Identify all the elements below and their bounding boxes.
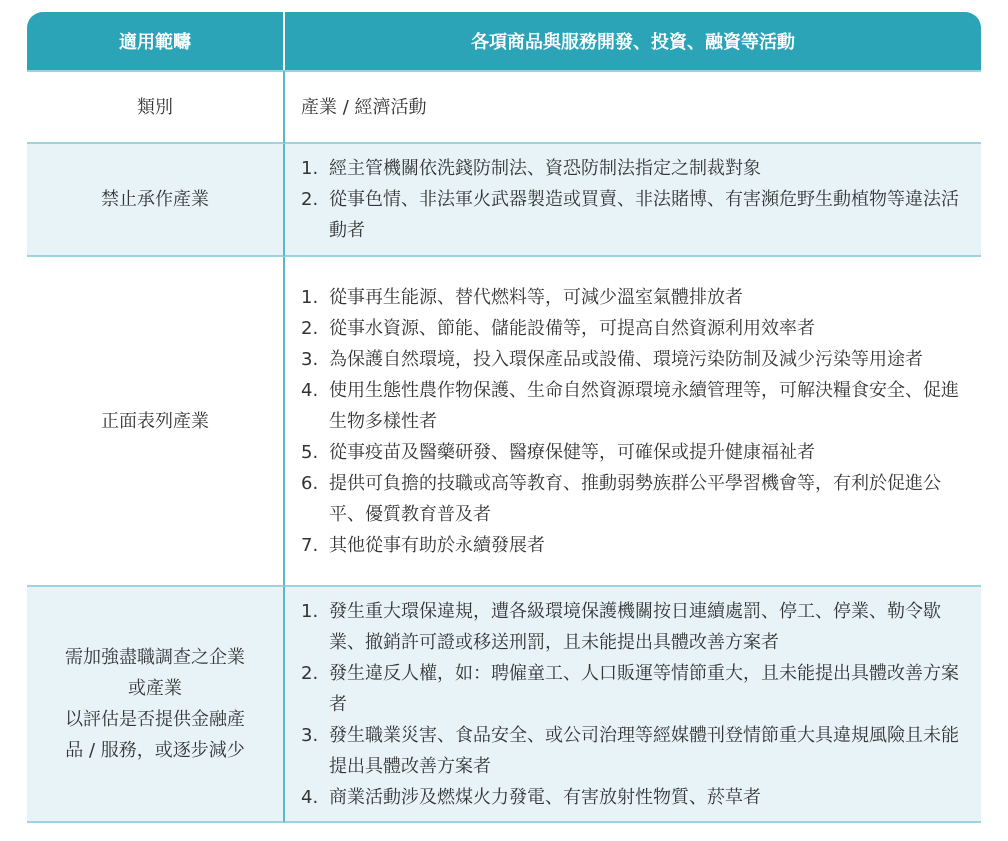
table-row-due-diligence bbox=[27, 587, 981, 823]
category-line: 以評估是否提供金融產 bbox=[65, 709, 245, 730]
table-row-prohibited bbox=[27, 144, 981, 257]
row-positive-body bbox=[285, 257, 981, 587]
header-activities: 各項商品與服務開發、投資、融資等活動 bbox=[285, 12, 981, 70]
list-item: 2. 從事色情、非法軍火武器製造或買賣、非法賭博、有害瀕危野生動植物等違法活動者 bbox=[301, 189, 959, 241]
list-item: 4. 使用生態性農作物保護、生命自然資源環境永續管理等，可解決糧食安全、促進生物多樣性者 bbox=[301, 379, 959, 432]
prohibited-list bbox=[301, 153, 967, 246]
list-item: 3. 發生職業災害、食品安全、或公司治理等經媒體刊登情節重大具違規風險且未能提出具體改善方案者 bbox=[301, 724, 959, 777]
list-item: 6. 提供可負擔的技職或高等教育、推動弱勢族群公平學習機會等，有利於促進公平、優質教育普及者 bbox=[301, 472, 941, 525]
row-due-diligence-body bbox=[285, 587, 981, 823]
row-due-diligence-label bbox=[27, 587, 285, 823]
row-positive-label: 正面表列產業 bbox=[27, 257, 285, 587]
policy-table-container bbox=[27, 12, 981, 823]
category-line: 需加強盡職調查之企業 bbox=[65, 647, 245, 668]
row-category-label: 類別 bbox=[27, 70, 285, 144]
row-category-text: 產業 / 經濟活動 bbox=[285, 70, 981, 144]
list-item: 3. 為保護自然環境，投入環保產品或設備、環境污染防制及減少污染等用途者 bbox=[301, 348, 923, 370]
list-item: 1. 經主管機關依洗錢防制法、資恐防制法指定之制裁對象 bbox=[301, 158, 761, 179]
list-item: 5. 從事疫苗及醫藥研發、醫療保健等，可確保或提升健康福祉者 bbox=[301, 441, 815, 463]
row-prohibited-label: 禁止承作產業 bbox=[27, 144, 285, 257]
list-item: 7. 其他從事有助於永續發展者 bbox=[301, 534, 545, 556]
category-line: 品 / 服務，或逐步減少 bbox=[65, 740, 245, 761]
list-item: 1. 發生重大環保違規，遭各級環境保護機關按日連續處罰、停工、停業、勒令歇業、撤銷許可證或移送刑罰，且未能提出具體改善方案者 bbox=[301, 600, 941, 653]
list-item: 4. 商業活動涉及燃煤火力發電、有害放射性物質、菸草者 bbox=[301, 786, 761, 808]
header-scope: 適用範疇 bbox=[27, 12, 285, 70]
table-header-row bbox=[27, 12, 981, 70]
list-item: 2. 從事水資源、節能、儲能設備等，可提高自然資源利用效率者 bbox=[301, 317, 815, 339]
policy-table bbox=[27, 12, 981, 823]
category-line: 或產業 bbox=[128, 678, 182, 699]
list-item: 2. 發生違反人權，如：聘僱童工、人口販運等情節重大，且未能提出具體改善方案者 bbox=[301, 662, 959, 715]
due-diligence-list bbox=[301, 596, 967, 813]
row-prohibited-body bbox=[285, 144, 981, 257]
table-row-category bbox=[27, 70, 981, 144]
positive-list bbox=[301, 282, 967, 561]
table-row-positive bbox=[27, 257, 981, 587]
list-item: 1. 從事再生能源、替代燃料等，可減少溫室氣體排放者 bbox=[301, 286, 743, 308]
